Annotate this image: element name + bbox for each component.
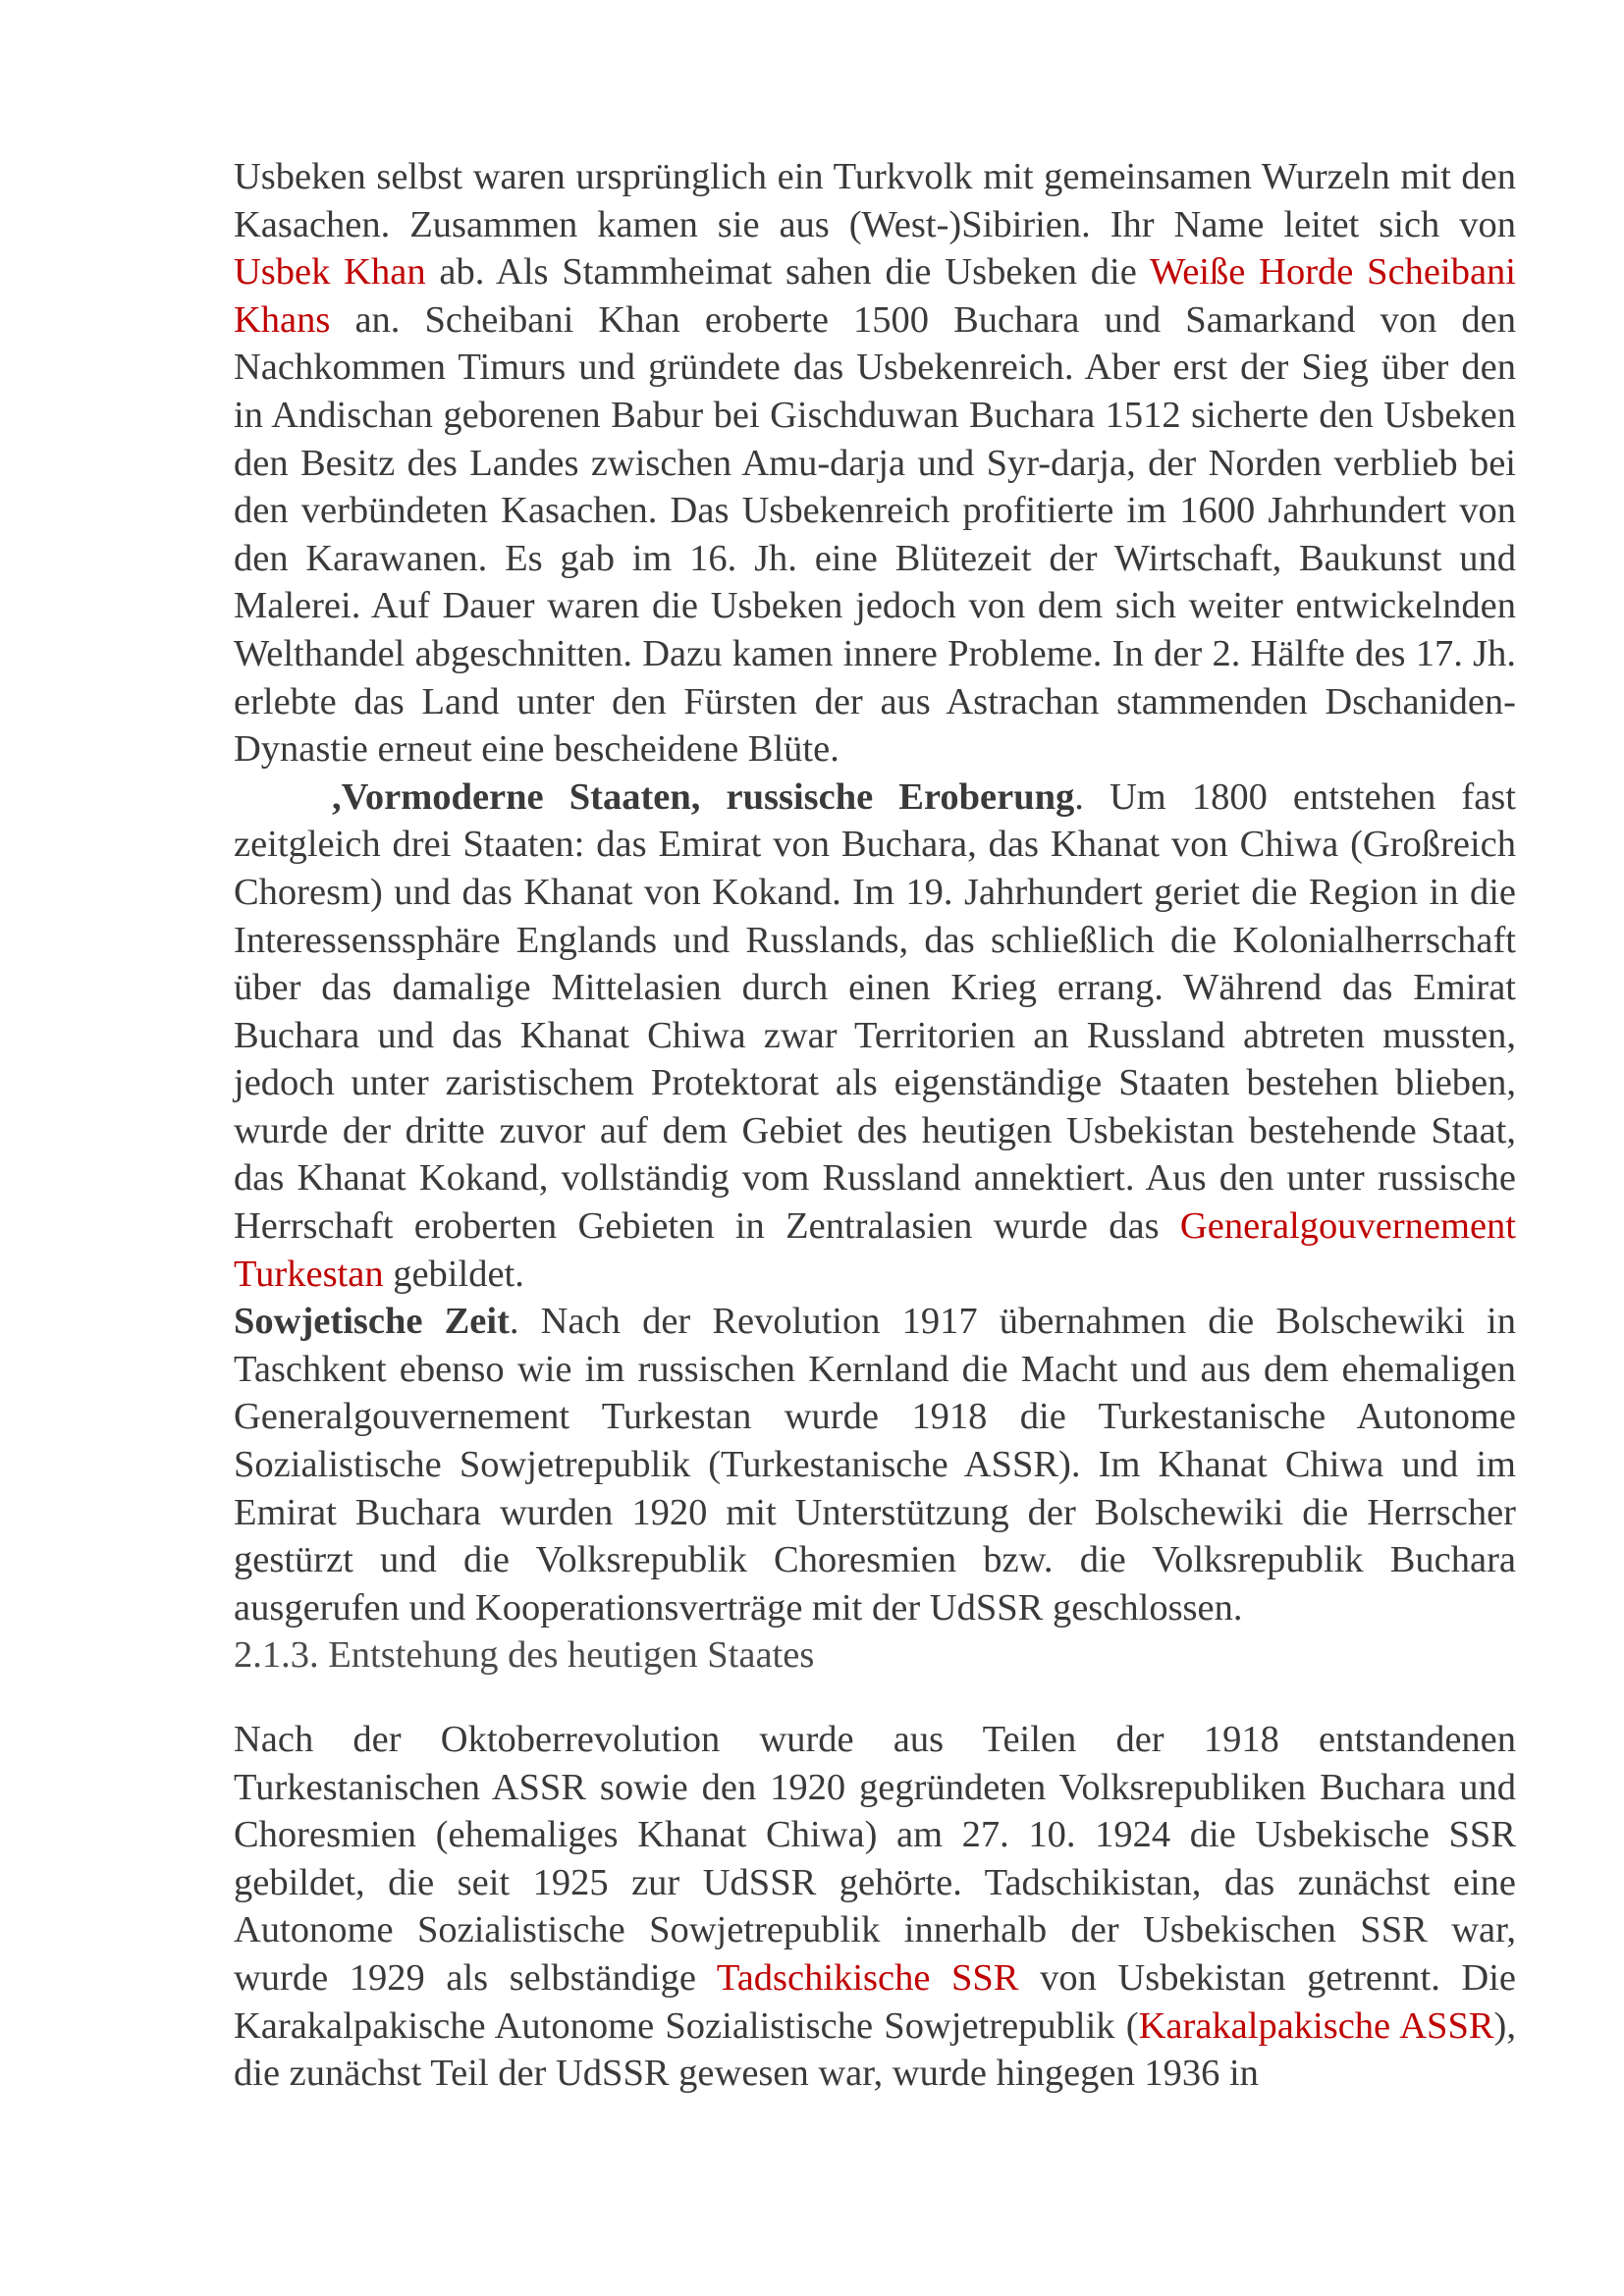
link-usbek-khan[interactable]: Usbek Khan bbox=[234, 251, 426, 294]
paragraph-text: . Um 1800 entstehen fast zeitgleich drei Staaten: das Emirat von Buchara, das Khanat von Chiwa (Großreich Choresm) und das Khanat von Kokand. Im 19. Jahrhundert geriet die Region in die Interessenssphäre Englands und Russlands, das schließlich die Kolonialherrschaft über das damalige Mittelasien durch einen Krieg errang. Während das Emirat Buchara und das Khanat Chiwa zwar Territorien an Russland abtreten mussten, jedoch unter zaristischem Protektorat als eigenständige Staaten bestehen blieben, wurde der dritte zuvor auf dem Gebiet des heutigen Usbekistan bestehende Staat, das Khanat Kokand, vollständig vom Russland annektiert. Aus den unter russische Herrschaft eroberten Gebieten in Zentralasien wurde das bbox=[234, 775, 1516, 1248]
paragraph-text: von Usbekistan getrennt. Die Karakalpakische Autonome Sozialistische Sowjetrepublik ( bbox=[234, 1956, 1516, 2047]
paragraph-text: ), die zunächst Teil der UdSSR gewesen war, wurde hingegen 1936 in bbox=[234, 2004, 1516, 2095]
paragraph-text: Nach der Oktoberrevolution wurde aus Teilen der 1918 entstandenen Turkestanischen ASSR sowie den 1920 gegründeten Volksrepubliken Buchara und Choresmien (ehemaliges Khanat Chiwa) am 27. 10. 1924 die Usbekische SSR gebildet, die seit 1925 zur UdSSR gehörte. Tadschikistan, das zunächst eine Autonome Sozialistische Sowjetrepublik innerhalb der Usbekischen SSR war, wurde 1929 als selbständige bbox=[234, 1719, 1516, 1999]
paragraph-sowjetische-zeit bbox=[234, 1298, 1516, 1631]
paragraph-text: ab. Als Stammheimat sahen die Usbeken die bbox=[425, 251, 1150, 294]
link-generalgouvernement-turkestan[interactable]: Generalgouvernement Turkestan bbox=[234, 1205, 1516, 1295]
paragraph-text: an. Scheibani Khan eroberte 1500 Buchara und Samarkand von den Nachkommen Timurs und gründete das Usbekenreich. Aber erst der Sieg über den in Andischan geborenen Babur bei Gischduwan Buchara 1512 sicherte den Usbeken den Besitz des Landes zwischen Amu-darja und Syr-darja, der Norden verblieb bei den verbündeten Kasachen. Das Usbekenreich profitierte im 1600 Jahrhundert von den Karawanen. Es gab im 16. Jh. eine Blütezeit der Wirtschaft, Baukunst und Malerei. Auf Dauer waren die Usbeken jedoch von dem sich weiter entwickelnden Welthandel abgeschnitten. Dazu kamen innere Probleme. In der 2. Hälfte des 17. Jh. erlebte das Land unter den Fürsten der aus Astrachan stammenden Dschaniden-Dynastie erneut eine bescheidene Blüte. bbox=[234, 298, 1516, 771]
section-label-sowjetische-zeit: Sowjetische Zeit bbox=[234, 1301, 510, 1343]
paragraph-text: . Nach der Revolution 1917 übernahmen die Bolschewiki in Taschkent ebenso wie im russischen Kernland die Macht und aus dem ehemaligen Generalgouvernement Turkestan wurde 1918 die Turkestanische Autonome Sozialistische Sowjetrepublik (Turkestanische ASSR). Im Khanat Chiwa und im Emirat Buchara wurden 1920 mit Unterstützung der Bolschewiki die Herrscher gestürzt und die Volksrepublik Choresmien bzw. die Volksrepublik Buchara ausgerufen und Kooperationsverträge mit der UdSSR geschlossen. bbox=[234, 1301, 1516, 1629]
document-page bbox=[234, 153, 1516, 2098]
paragraph-vormoderne-staaten bbox=[234, 774, 1516, 1299]
section-label-vormoderne-staaten: ,Vormoderne Staaten, russische Eroberung bbox=[332, 775, 1075, 818]
spacer bbox=[234, 1680, 1516, 1716]
section-heading: 2.1.3. Entstehung des heutigen Staates bbox=[234, 1634, 815, 1677]
paragraph-usbeken-origin bbox=[234, 153, 1516, 774]
paragraph-text: Usbeken selbst waren ursprünglich ein Turkvolk mit gemeinsamen Wurzeln mit den Kasachen. Zusammen kamen sie aus (West-)Sibirien. Ihr Name leitet sich von bbox=[234, 156, 1516, 245]
paragraph-entstehung bbox=[234, 1716, 1516, 2098]
paragraph-text: gebildet. bbox=[383, 1253, 524, 1295]
link-karakalpakische-assr[interactable]: Karakalpakische ASSR bbox=[1138, 2004, 1494, 2047]
link-weisse-horde-scheibani-khans[interactable]: Weiße Horde Scheibani Khans bbox=[234, 251, 1516, 341]
link-tadschikische-ssr[interactable]: Tadschikische SSR bbox=[716, 1956, 1019, 1999]
